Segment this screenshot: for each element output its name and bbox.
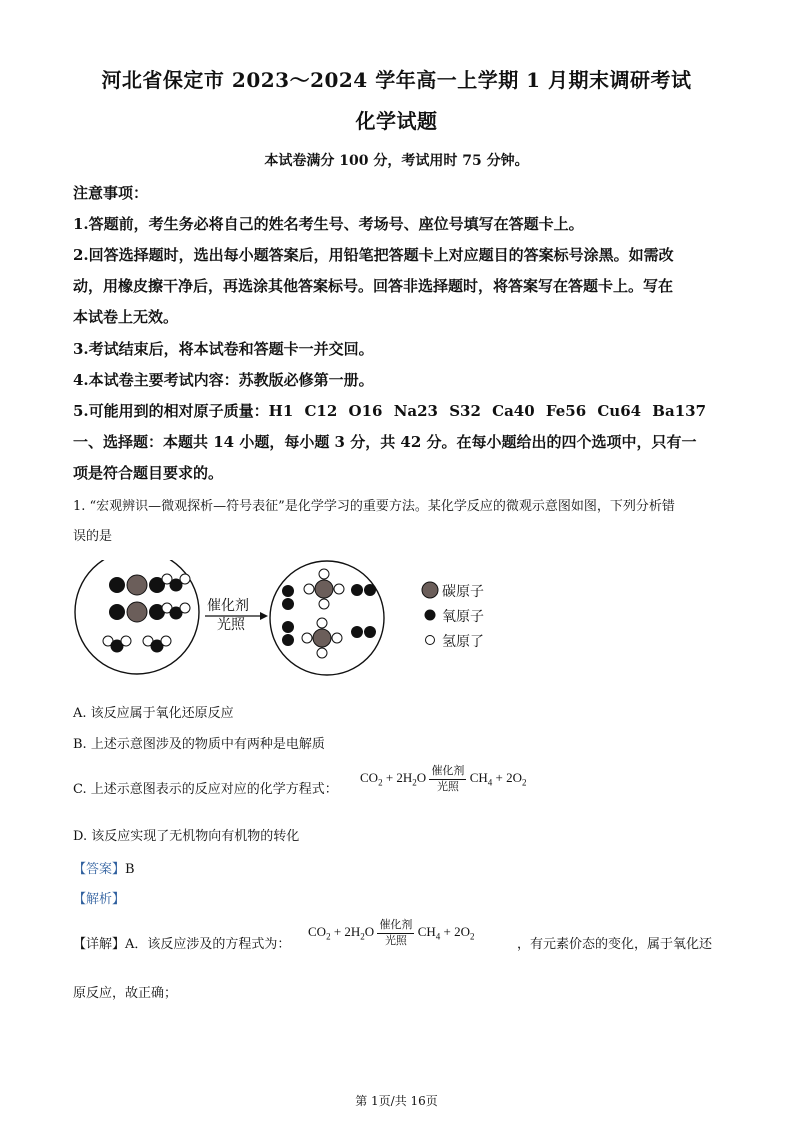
legend-hydrogen-symbol	[426, 636, 435, 645]
reaction-condition: $\frac{\text{催化剂}}{\text{光照}}$	[431, 765, 465, 793]
note-item: 2.回答选择题时，选出每小题答案后，用铅笔把答题卡上对应题目的答案标号涂黑。如需改	[73, 246, 674, 264]
legend-carbon-label: 碳原子	[442, 584, 484, 600]
h2o-molecule	[143, 636, 171, 653]
ch4-molecule	[304, 569, 344, 609]
o2-molecule	[282, 585, 294, 610]
note-item: 本试卷上无效。	[73, 308, 179, 326]
detail-line: 【详解】A．该反应涉及的方程式为：	[73, 937, 291, 952]
legend-oxygen-symbol	[425, 610, 436, 621]
chemical-equation: $CO_2 + 2H_2O$ $\frac{\text{催化剂}}{\text{光照}}$ $CH_4 + 2O_2$	[360, 765, 527, 793]
note-item: 5.可能用到的相对原子质量：H1 C12 O16 Na23 S32 Ca40 Fe56 Cu64 Ba137	[73, 402, 707, 420]
question-stem: 1. “宏观辨识—微观探析—符号表征”是化学学习的重要方法。某化学反应的微观示意图如图，下列分析错	[73, 499, 675, 514]
exam-info: 本试卷满分 100 分，考试用时 75 分钟。	[264, 153, 529, 169]
answer-line	[73, 858, 135, 877]
exam-title: 河北省保定市 2023～2024 学年高一上学期 1 月期末调研考试	[101, 68, 692, 92]
legend-oxygen-label: 氧原子	[442, 609, 484, 625]
section-heading-line: 项是符合题目要求的。	[73, 464, 224, 482]
o2-molecule	[282, 621, 294, 646]
analysis-label: 【解析】	[73, 892, 126, 907]
note-item: 3.考试结束后，将本试卷和答题卡一并交回。	[73, 340, 374, 358]
question-stem: 误的是	[73, 529, 113, 544]
o2-molecule	[351, 626, 376, 638]
note-item: 1.答题前，考生务必将自己的姓名考生号、考场号、座位号填写在答题卡上。	[73, 215, 584, 233]
detail-line-2: 原反应，故正确；	[73, 986, 178, 1001]
option-d: D. 该反应实现了无机物向有机物的转化	[73, 829, 300, 844]
section-heading-line: 一、选择题：本题共 14 小题，每小题 3 分，共 42 分。在每小题给出的四个选项中，只有一	[73, 433, 697, 451]
answer-label: 【答案】	[73, 862, 126, 877]
h2o-molecule	[162, 603, 190, 620]
detail-label: 【详解】	[73, 937, 126, 952]
arrow-condition-top: 催化剂	[207, 598, 249, 614]
note-item: 动，用橡皮擦干净后，再选涂其他答案标号。回答非选择题时，将答案写在答题卡上。写在	[73, 277, 674, 295]
note-item: 4.本试卷主要考试内容：苏教版必修第一册。	[73, 371, 374, 389]
h2o-molecule	[103, 636, 131, 653]
answer-value: B	[125, 862, 135, 877]
page-number: 第 1页/共 16页	[355, 1094, 438, 1108]
detail-suffix: ，有元素价态的变化，属于氧化还	[517, 937, 713, 952]
notes-heading: 注意事项：	[73, 184, 149, 202]
co2-molecule	[109, 575, 165, 595]
co2-molecule	[109, 602, 165, 622]
option-a: A. 该反应属于氧化还原反应	[73, 706, 234, 721]
h2o-molecule	[162, 574, 190, 592]
exam-subtitle: 化学试题	[355, 109, 438, 133]
o2-molecule	[351, 584, 376, 596]
arrow-condition-bottom: 光照	[217, 617, 245, 633]
option-c: C. 上述示意图表示的反应对应的化学方程式：	[73, 782, 338, 797]
ch4-molecule	[302, 618, 342, 658]
legend-carbon-symbol	[422, 582, 438, 598]
option-b: B. 上述示意图涉及的物质中有两种是电解质	[73, 737, 325, 752]
detail-equation: $CO_2 + 2H_2O$ $\frac{\text{催化剂}}{\text{光照}}$ $CH_4 + 2O_2$	[308, 919, 475, 947]
legend-hydrogen-label: 氢原了	[442, 634, 484, 650]
detail-reaction-condition: $\frac{\text{催化剂}}{\text{光照}}$	[379, 919, 413, 947]
